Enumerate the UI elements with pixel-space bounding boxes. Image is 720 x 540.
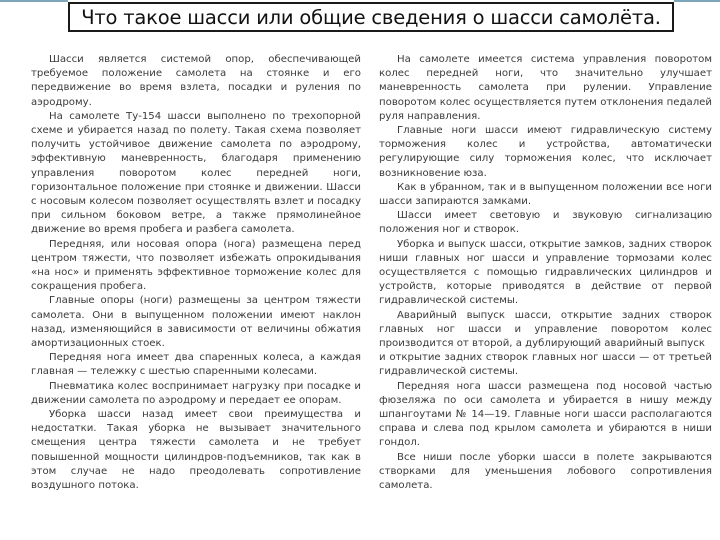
right-paragraph: Передняя нога шасси размещена под носовой частью фюзеляжа по оси самолета и убирается в нишу между шпангоутами № 14—19. Главные ноги шасси располагаются справа и слева под крылом самолета и убираются в ниши гондол. xyxy=(379,380,712,449)
right-paragraph: Аварийный выпуск шасси, открытие задних створок главных ног шасси и управление поворотом колес производится от второй, а дублирующий аварийный выпуск xyxy=(379,309,712,350)
left-paragraph: Главные опоры (ноги) размещены за центром тяжести самолета. Они в выпущенном положении имеют наклон назад, изменяющийся в зависимости от величины обжатия амортизационных стоек. xyxy=(31,295,361,350)
title-decoration-left xyxy=(0,0,68,2)
right-paragraph: Уборка и выпуск шасси, открытие замков, задних створок ниши главных ног шасси и управление тормозами колес осуществляется с помощью гидравлических цилиндров и устройств, которые приводятся в действие от первой гидравлической системы. xyxy=(379,238,712,307)
left-column xyxy=(31,53,361,493)
right-paragraph: Главные ноги шасси имеют гидравлическую систему торможения колес и устройства, автоматически регулирующие силу торможения колес, что исключает возникновение юза. xyxy=(379,125,712,179)
left-paragraph: Уборка шасси назад имеет свои преимущества и недостатки. Такая уборка не вызывает значительного смещения центра тяжести самолета и не требует повышенной мощности цилиндров-подъемников, так как в этом случае не надо преодолевать сопротивление воздушного потока. xyxy=(31,409,361,492)
title-decoration-right xyxy=(674,0,720,2)
right-paragraph: и открытие задних створок главных ног шасси — от третьей гидравлической системы. xyxy=(379,352,712,378)
right-column xyxy=(379,53,712,493)
left-paragraph: Передняя, или носовая опора (нога) размещена перед центром тяжести, что позволяет избежать опрокидывания «на нос» и применять эффективное торможение колес для сокращения пробега. xyxy=(31,238,361,293)
left-paragraph: Пневматика колес воспринимает нагрузку при посадке и движении самолета по аэродрому и передает ее опорам. xyxy=(31,380,361,406)
left-paragraph: На самолете Ту-154 шасси выполнено по трехопорной схеме и убирается назад по полету. Такая схема позволяет получить устойчивое движение самолета по аэродрому, эффективную маневренность, благодаря применению управления поворотом колес передней ноги, горизонтальное положение при стоянке и движении. Шасси с носовым колесом позволяет осуществлять взлет и посадку при сильном боковом ветре, а также прямолинейное движение во время пробега и разбега самолета. xyxy=(31,110,361,236)
right-paragraph: На самолете имеется система управления поворотом колес передней ноги, что значительно улучшает маневренность самолета при рулении. Управление поворотом колес осуществляется путем отклонения педалей руля направления. xyxy=(379,54,712,122)
left-paragraph: Шасси является системой опор, обеспечивающей требуемое положение самолета на стоянке и его передвижение во время взлета, посадки и руления по аэродрому. xyxy=(31,54,361,108)
page-title: Что такое шасси или общие сведения о шасси самолёта. xyxy=(81,5,661,29)
title-box xyxy=(68,2,674,32)
right-paragraph: Как в убранном, так и в выпущенном положении все ноги шасси запираются замками. xyxy=(379,181,712,208)
right-paragraph: Все ниши после уборки шасси в полете закрываются створками для уменьшения лобового сопротивления самолета. xyxy=(379,451,712,492)
right-paragraph: Шасси имеет световую и звуковую сигнализацию положения ног и створок. xyxy=(379,210,712,236)
left-paragraph: Передняя нога имеет два спаренных колеса, а каждая главная — тележку с шестью спаренными колесами. xyxy=(31,352,361,378)
